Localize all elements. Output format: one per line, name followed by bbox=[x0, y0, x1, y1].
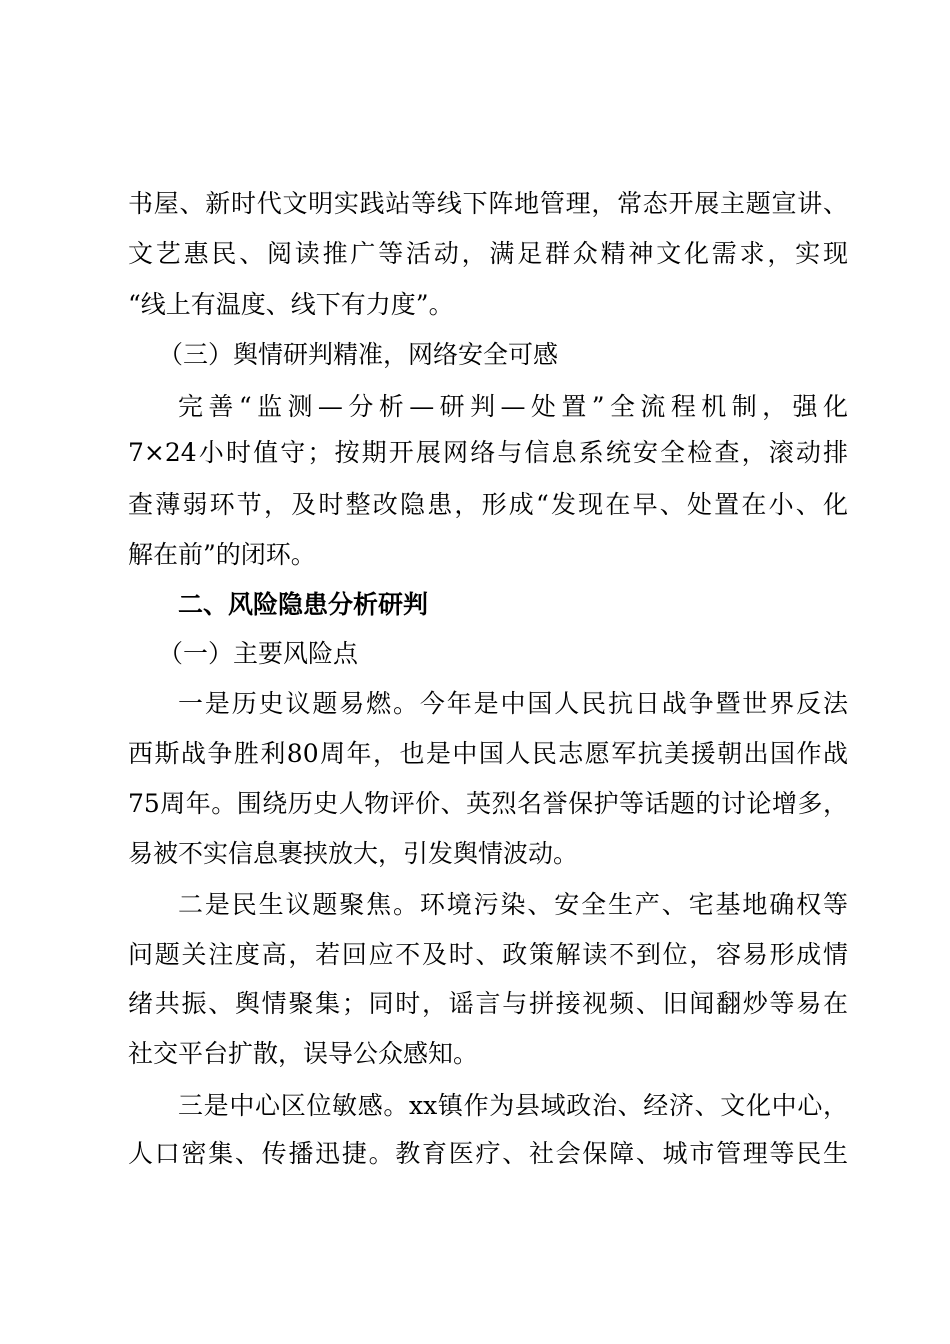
body-text-line: 文艺惠民、阅读推广等活动，满足群众精神文化需求，实现 bbox=[128, 239, 848, 268]
body-text-line: 完善“监测—分析—研判—处置”全流程机制，强化 bbox=[178, 392, 848, 421]
body-text-line: 解在前”的闭环。 bbox=[128, 540, 316, 569]
body-text-line: 西斯战争胜利80周年，也是中国人民志愿军抗美援朝出国作战 bbox=[128, 739, 848, 768]
body-text-line: 绪共振、舆情聚集；同时，谣言与拼接视频、旧闻翻炒等易在 bbox=[128, 989, 848, 1018]
body-text-line: 二是民生议题聚焦。环境污染、安全生产、宅基地确权等 bbox=[178, 890, 848, 919]
body-text-line: 一是历史议题易燃。今年是中国人民抗日战争暨世界反法 bbox=[178, 689, 848, 718]
body-text-line: 书屋、新时代文明实践站等线下阵地管理，常态开展主题宣讲、 bbox=[128, 189, 848, 218]
body-text-line: 社交平台扩散，误导公众感知。 bbox=[128, 1039, 479, 1068]
section-heading: 二、风险隐患分析研判 bbox=[178, 590, 429, 619]
body-text-line: 查薄弱环节，及时整改隐患，形成“发现在早、处置在小、化 bbox=[128, 490, 848, 519]
body-text-line: 三是中心区位敏感。xx镇作为县域政治、经济、文化中心， bbox=[178, 1091, 848, 1120]
body-text-line: “线上有温度、线下有力度”。 bbox=[128, 290, 454, 319]
body-text-line: 问题关注度高，若回应不及时、政策解读不到位，容易形成情 bbox=[128, 940, 848, 969]
section-subheading: （一）主要风险点 bbox=[158, 639, 359, 668]
body-text-line: 7×24小时值守；按期开展网络与信息系统安全检查，滚动排 bbox=[128, 438, 848, 467]
body-text-line: 易被不实信息裹挟放大，引发舆情波动。 bbox=[128, 839, 579, 868]
body-text-line: 75周年。围绕历史人物评价、英烈名誉保护等话题的讨论增多， bbox=[128, 789, 848, 818]
section-subheading: （三）舆情研判精准，网络安全可感 bbox=[158, 340, 559, 369]
body-text-line: 人口密集、传播迅捷。教育医疗、社会保障、城市管理等民生 bbox=[128, 1139, 848, 1168]
